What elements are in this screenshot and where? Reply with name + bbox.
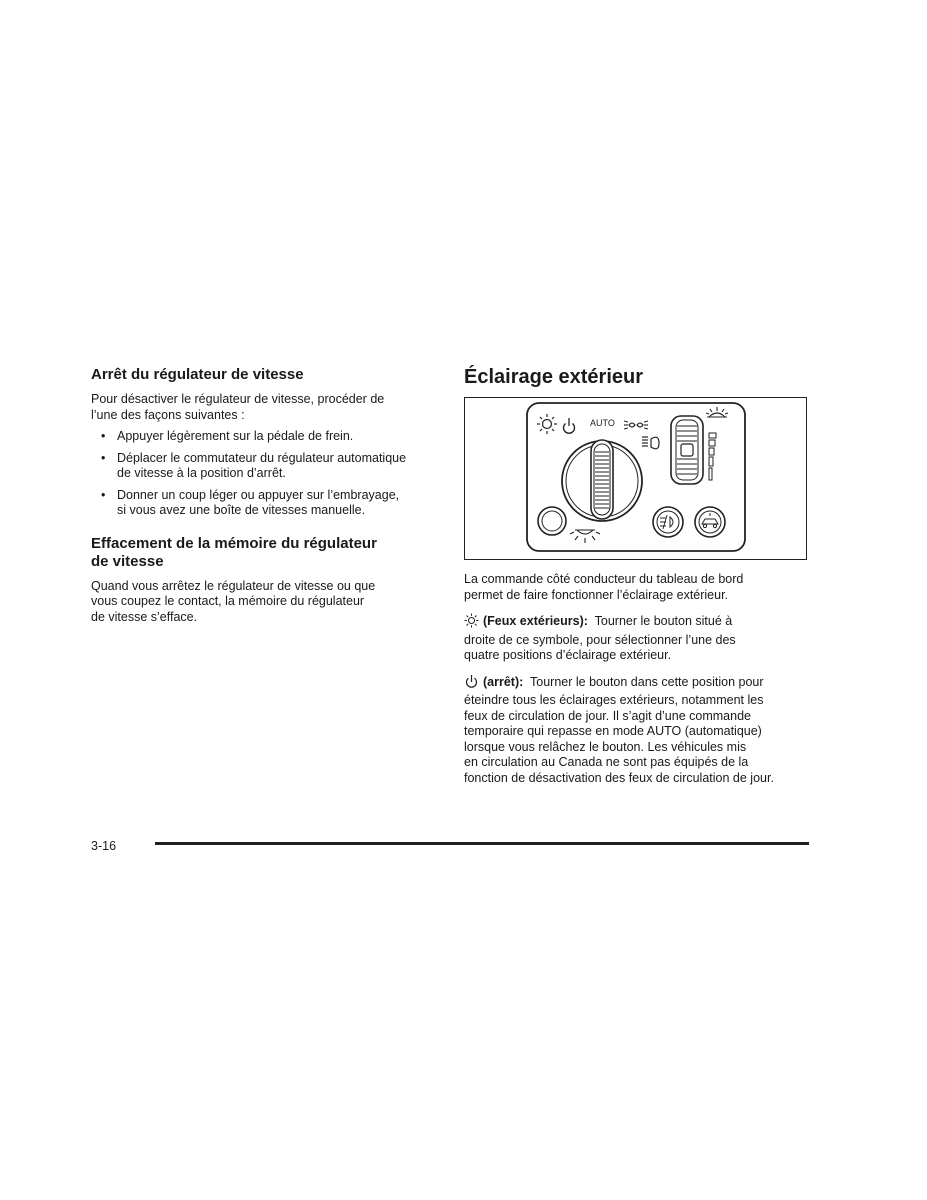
fog-lamp-button: [653, 507, 683, 537]
exterior-lamps-label: (Feux extérieurs):: [483, 614, 588, 628]
bullet-icon: •: [101, 487, 106, 502]
section-heading-cruise-off: Arrêt du régulateur de vitesse: [91, 366, 304, 383]
cruise-off-bullet-list: [91, 429, 441, 519]
memory-erase-body: Quand vous arrêtez le régulateur de vitesse ou que vous coupez le contact, la mémoire du régulateur de vitesse s’efface.: [91, 578, 376, 624]
bullet-icon: •: [101, 429, 106, 443]
off-position-description: (arrêt): Tourner le bouton dans cette position pour éteindre tous les éclairages extérieurs, notamment les feux de circulation de jour. Il s’agit d’une commande temporaire qui repasse en mode AUTO (automatique) lorsque vous relâchez le bouton. Les véhicules mis en circulation au Canada ne sont pas équipés de la fonction de désactivation des feux de circulation de jour.: [464, 674, 774, 785]
exterior-lamps-description: (Feux extérieurs): Tourner le bouton situé à droite de ce symbole, pour sélectionner l’une des quatre positions d’éclairage extérieur.: [464, 614, 736, 662]
section-heading-memory-erase: Effacement de la mémoire du régulateur de vitesse: [91, 534, 377, 570]
headlamp-control-intro: La commande côté conducteur du tableau de bord permet de faire fonctionner l’éclairage extérieur.: [464, 572, 744, 602]
dimmer-thumbwheel: [671, 416, 703, 484]
auto-label: AUTO: [590, 418, 615, 428]
sun-icon: [464, 613, 479, 633]
footer-divider: [155, 842, 809, 845]
bullet-icon: •: [101, 450, 106, 465]
list-item: • Donner un coup léger ou appuyer sur l’embrayage, si vous avez une boîte de vitesses manuelle.: [101, 487, 400, 517]
headlamp-switch-figure: [464, 397, 807, 560]
list-item: • Déplacer le commutateur du régulateur automatique de vitesse à la position d’arrêt.: [101, 450, 407, 480]
cruise-off-intro: Pour désactiver le régulateur de vitesse, procéder de l’une des façons suivantes :: [91, 392, 385, 422]
headlamp-switch-illustration: [465, 398, 805, 558]
round-push-button: [538, 507, 566, 535]
right-column: [464, 364, 809, 796]
list-item: • Appuyer légèrement sur la pédale de frein.: [101, 429, 354, 443]
power-icon: [464, 674, 479, 694]
knob-grip-lines: [595, 452, 609, 508]
page-title: Éclairage extérieur: [464, 366, 643, 388]
cargo-lamp-button: [695, 507, 725, 537]
off-position-label: (arrêt):: [483, 674, 524, 689]
page-number: 3-16: [91, 839, 117, 853]
left-column: [91, 366, 441, 631]
